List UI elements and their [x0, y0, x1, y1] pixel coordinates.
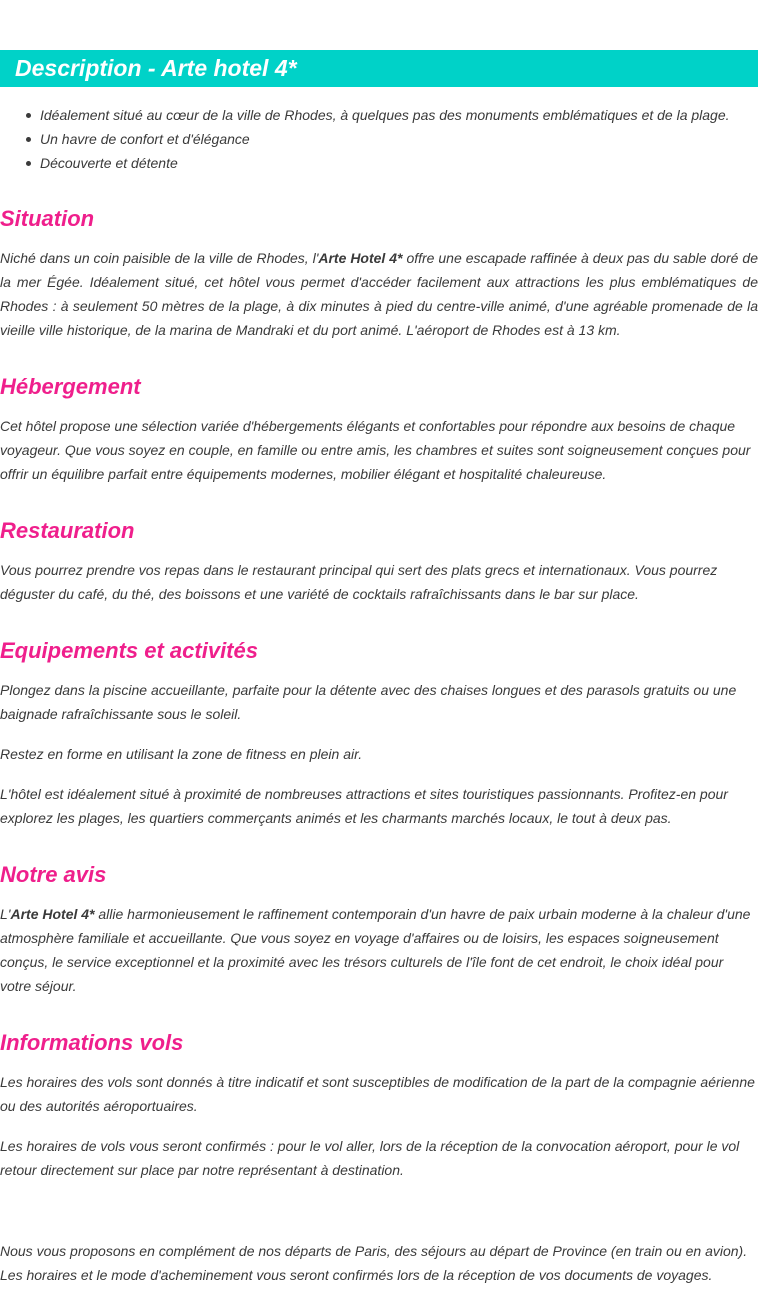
section-equipements — [0, 636, 758, 830]
section-restauration — [0, 516, 758, 606]
restauration-paragraph: Vous pourrez prendre vos repas dans le restaurant principal qui sert des plats grecs et internationaux. Vous pourrez déguster du café, du thé, des boissons et une variété de cocktails rafraîchissants dans le bar sur place. — [0, 562, 718, 602]
text-span: allie harmonieusement le raffinement contemporain d'un havre de paix urbain moderne à la chaleur d'une atmosphère familiale et accueillante. Que vous soyez en voyage d'affaires ou de loisirs, les espaces soigneusement conçus, le service exceptionnel et la proximité avec les trésors culturels de l'île font de cet endroit, le choix idéal pour votre séjour. — [0, 906, 751, 994]
text-span: offre une escapade raffinée à deux pas du sable doré de la mer Égée. Idéalement situé, cet hôtel vous permet d'accéder facilement aux attractions les plus emblématiques de Rhodes : à seulement 50 mètres de la plage, à dix minutes à pied du centre-ville animé, d'une agréable promenade de la vieille ville historique, de la marina de Mandraki et du port animé. L'aéroport de Rhodes est à 13 km. — [0, 250, 758, 338]
hotel-name: Arte Hotel 4* — [10, 906, 95, 922]
vols-paragraph-schedule: Les horaires des vols sont donnés à titre indicatif et sont susceptibles de modification de la part de la compagnie aérienne ou des autorités aéroportuaires. — [0, 1074, 755, 1114]
section-title: Situation — [0, 206, 95, 231]
list-item: Découverte et détente — [40, 151, 758, 175]
section-avis — [0, 860, 758, 998]
text-span: Niché dans un coin paisible de la ville de Rhodes, l' — [0, 250, 319, 266]
highlights-list — [0, 103, 758, 175]
section-title: Hébergement — [0, 374, 141, 399]
section-title: Notre avis — [0, 862, 107, 887]
section-vols — [0, 1028, 758, 1182]
section-title: Restauration — [0, 518, 135, 543]
province-departures-note — [0, 1239, 758, 1287]
hotel-name: Arte Hotel 4* — [318, 250, 403, 266]
section-situation — [0, 204, 758, 342]
list-item: Un havre de confort et d'élégance — [40, 127, 758, 151]
equipements-paragraph-fitness: Restez en forme en utilisant la zone de fitness en plein air. — [0, 746, 363, 762]
equipements-paragraph-pool: Plongez dans la piscine accueillante, parfaite pour la détente avec des chaises longues et des parasols gratuits ou une baignade rafraîchissante sous le soleil. — [0, 682, 737, 722]
situation-paragraph — [0, 246, 758, 342]
section-hebergement — [0, 372, 758, 486]
vols-paragraph-confirmation: Les horaires de vols vous seront confirmés : pour le vol aller, lors de la réception de la convocation aéroport, pour le vol retour directement sur place par notre représentant à destination. — [0, 1138, 740, 1178]
footer-line: Les horaires et le mode d'acheminement vous seront confirmés lors de la réception de vos documents de voyages. — [0, 1267, 713, 1283]
description-banner — [0, 50, 758, 87]
list-item: Idéalement situé au cœur de la ville de Rhodes, à quelques pas des monuments emblématiques et de la plage. — [40, 103, 758, 127]
text-span: L' — [0, 906, 11, 922]
footer-line: Nous vous proposons en complément de nos départs de Paris, des séjours au départ de Province (en train ou en avion). — [0, 1243, 748, 1259]
page-title: Description - Arte hotel 4* — [15, 55, 297, 81]
section-title: Informations vols — [0, 1030, 184, 1055]
hebergement-paragraph: Cet hôtel propose une sélection variée d'hébergements élégants et confortables pour répondre aux besoins de chaque voyageur. Que vous soyez en couple, en famille ou entre amis, les chambres et suites sont soigneusement conçues pour offrir un équilibre parfait entre équipements modernes, mobilier élégant et hospitalité chaleureuse. — [0, 418, 751, 482]
equipements-paragraph-location: L'hôtel est idéalement situé à proximité de nombreuses attractions et sites touristiques passionnants. Profitez-en pour explorez les plages, les quartiers commerçants animés et les charmants marchés locaux, le tout à deux pas. — [0, 786, 728, 826]
avis-paragraph — [0, 902, 758, 998]
section-title: Equipements et activités — [0, 638, 258, 663]
